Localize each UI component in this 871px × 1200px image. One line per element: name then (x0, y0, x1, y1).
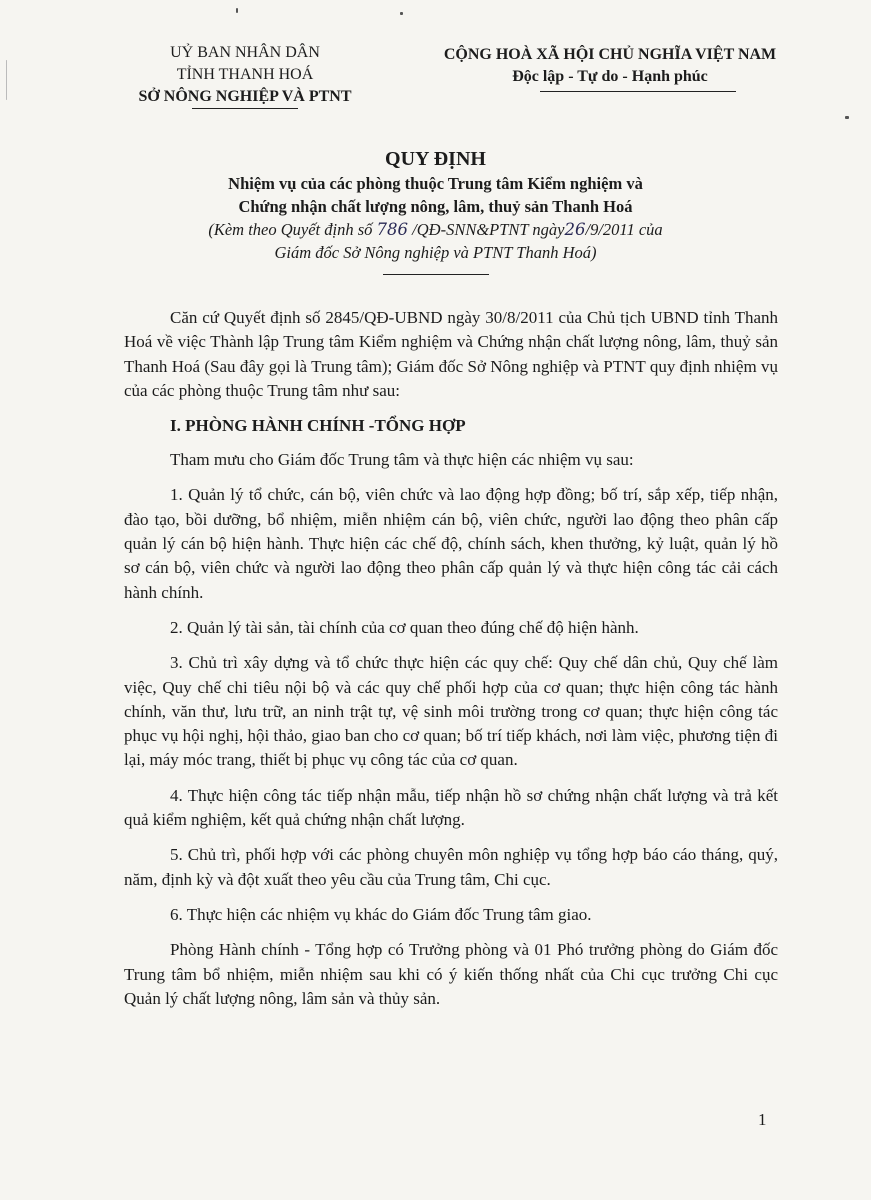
page-number: 1 (758, 1110, 767, 1129)
agency-line-3: SỞ NÔNG NGHIỆP VÀ PTNT (138, 88, 352, 105)
scan-speck (6, 60, 7, 100)
scan-speck (400, 12, 403, 15)
section-intro: Tham mưu cho Giám đốc Trung tâm và thực hiện các nhiệm vụ sau: (170, 450, 634, 470)
national-motto (400, 44, 820, 88)
decision-date-rest: /9/2011 của (585, 220, 663, 239)
issuing-agency (110, 42, 380, 108)
task-item-4: 4. Thực hiện công tác tiếp nhận mẫu, tiếp nhận hồ sơ chứng nhận chất lượng và trả kết quả kiểm nghiệm, kết quả chứng nhận chất lượng. (124, 785, 778, 830)
document-body (124, 300, 778, 1022)
attachment-prefix: (Kèm theo Quyết định số (208, 220, 373, 239)
decision-day-handwritten: 26 (564, 220, 586, 239)
motto: Độc lập - Tự do - Hạnh phúc (512, 68, 708, 85)
title-block (0, 146, 871, 264)
agency-underline (192, 108, 298, 109)
task-item-1: 1. Quản lý tổ chức, cán bộ, viên chức và lao động hợp đồng; bố trí, sắp xếp, tiếp nhận, đào tạo, bồi dưỡng, bổ nhiệm, miễn nhiệm cán bộ, viên chức, người lao động theo phân cấp quản lý cán bộ hiện hành. Thực hiện các chế độ, chính sách, khen thưởng, kỷ luật, quản lý hồ sơ cán bộ, viên chức và người lao động theo phân cấp quản lý và thực hiện công tác cải cách hành chính. (124, 485, 778, 602)
scan-speck (236, 8, 238, 13)
motto-underline (540, 91, 736, 92)
document-title: QUY ĐỊNH (385, 148, 486, 170)
subtitle-line-2: Chứng nhận chất lượng nông, lâm, thuỷ sản Thanh Hoá (238, 197, 633, 216)
task-item-2: 2. Quản lý tài sản, tài chính của cơ quan theo đúng chế độ hiện hành. (170, 617, 639, 637)
task-item-3: 3. Chủ trì xây dựng và tổ chức thực hiện các quy chế: Quy chế dân chủ, Quy chế làm việc, Quy chế chi tiêu nội bộ và các quy chế phối hợp của cơ quan; thực hiện công tác hành chính, văn thư, lưu trữ, an ninh trật tự, vệ sinh môi trường trong cơ quan; thực hiện công tác phục vụ hội nghị, hội thảo, giao ban cho cơ quan; bố trí tiếp khách, nơi làm việc, phương tiện đi lại, máy móc trang, thiết bị phục vụ công tác của cơ quan. (124, 653, 778, 770)
subtitle-line-1: Nhiệm vụ của các phòng thuộc Trung tâm Kiểm nghiệm và (228, 174, 643, 193)
document-header (0, 42, 871, 122)
attachment-line-2: Giám đốc Sở Nông nghiệp và PTNT Thanh Hoá) (274, 243, 597, 262)
agency-line-1: UỶ BAN NHÂN DÂN (170, 44, 320, 61)
decision-code: /QĐ-SNN&PTNT ngày (412, 220, 565, 239)
task-item-5: 5. Chủ trì, phối hợp với các phòng chuyên môn nghiệp vụ tổng hợp báo cáo tháng, quý, năm, định kỳ và đột xuất theo yêu cầu của Trung tâm, Chi cục. (124, 845, 778, 889)
country-name: CỘNG HOÀ XÃ HỘI CHỦ NGHĨA VIỆT NAM (443, 46, 777, 63)
closing-paragraph: Phòng Hành chính - Tổng hợp có Trưởng phòng và 01 Phó trưởng phòng do Giám đốc Trung tâm bổ nhiệm, miễn nhiệm sau khi có ý kiến thống nhất của Chi cục trưởng Chi cục Quản lý chất lượng nông, lâm sản và thủy sản. (124, 940, 778, 1008)
title-underline (383, 274, 489, 275)
task-item-6: 6. Thực hiện các nhiệm vụ khác do Giám đốc Trung tâm giao. (170, 904, 592, 924)
preamble-paragraph: Căn cứ Quyết định số 2845/QĐ-UBND ngày 30/8/2011 của Chủ tịch UBND tỉnh Thanh Hoá về việc Thành lập Trung tâm Kiểm nghiệm và Chứng nhận chất lượng nông, lâm, thuỷ sản Thanh Hoá (Sau đây gọi là Trung tâm); Giám đốc Sở Nông nghiệp và PTNT quy định nhiệm vụ của các phòng thuộc Trung tâm như sau: (124, 308, 778, 400)
decision-number-handwritten: 786 (376, 220, 409, 239)
section-heading: I. PHÒNG HÀNH CHÍNH -TỔNG HỢP (170, 416, 466, 436)
attachment-line-1 (0, 218, 871, 241)
scan-speck (845, 116, 849, 119)
agency-line-2: TỈNH THANH HOÁ (176, 66, 314, 83)
